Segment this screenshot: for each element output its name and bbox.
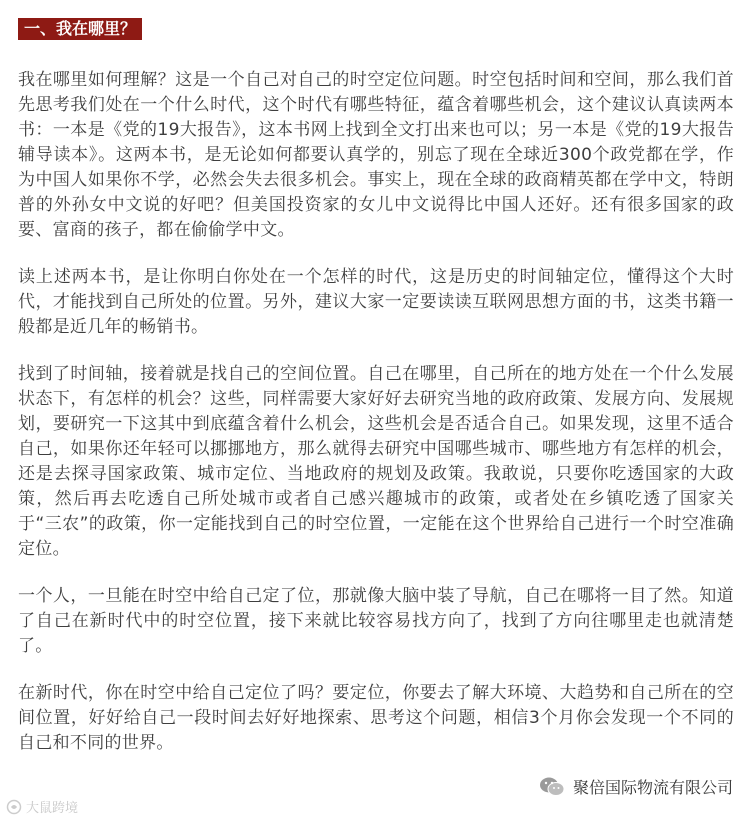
section-heading: 一、我在哪里？ [18,18,142,40]
paragraph-4: 一个人，一旦能在时空中给自己定了位，那就像大脑中装了导航，自己在哪将一目了然。知道了自己在新时代中的时空位置，接下来就比较容易找方向了，找到了方向往哪里走也就清楚了。 [18,586,734,656]
watermark-right [535,773,737,800]
article [18,18,734,756]
wechat-icon [539,776,565,798]
watermark-left-text: 大鼠跨境 [26,801,79,816]
paragraph-3: 找到了时间轴，接着就是找自己的空间位置。自己在哪里，自己所在的地方处在一个什么发展状态下，有怎样的机会？这些，同样需要大家好好去研究当地的政府政策、发展方向、发展规划，要研究一下这其中到底蕴含着什么机会，这些机会是否适合自己。如果发现，这里不适合自己，如果你还年轻可以挪挪地方，那么就得去研究中国哪些城市、哪些地方有怎样的机会，还是去探寻国家政策、城市定位、当地政府的规划及政策。我敢说，只要你吃透国家的大政策，然后再去吃透自己所处城市或者自己感兴趣城市的政策，或者处在乡镇吃透了国家关于“三农”的政策，你一定能找到自己的时空位置，一定能在这个世界给自己进行一个时空准确定位。 [18,364,734,559]
paragraph-2: 读上述两本书，是让你明白你处在一个怎样的时代，这是历史的时间轴定位，懂得这个大时代，才能找到自己所处的位置。另外，建议大家一定要读读互联网思想方面的书，这类书籍一般都是近几年的畅销书。 [18,267,734,337]
brand-logo-icon [6,799,22,815]
watermark-right-text: 聚倍国际物流有限公司 [572,778,733,797]
paragraph-5: 在新时代，你在时空中给自己定位了吗？要定位，你要去了解大环境、大趋势和自己所在的空间位置，好好给自己一段时间去好好地探索、思考这个问题，相信3个月你会发现一个不同的自己和不同的世界。 [18,683,734,753]
watermark-left [6,797,78,816]
paragraph-1: 我在哪里如何理解？这是一个自己对自己的时空定位问题。时空包括时间和空间，那么我们首先思考我们处在一个什么时代，这个时代有哪些特征，蕴含着哪些机会，这个建议认真读两本书：一本是《党的19大报告》，这本书网上找到全文打出来也可以；另一本是《党的19大报告辅导读本》。这两本书，是无论如何都要认真学的，别忘了现在全球近300个政党都在学，作为中国人如果你不学，必然会失去很多机会。事实上，现在全球的政商精英都在学中文，特朗普的外孙女中文说的好吧？但美国投资家的女儿中文说得比中国人还好。还有很多国家的政要、富商的孩子，都在偷偷学中文。 [18,70,734,240]
